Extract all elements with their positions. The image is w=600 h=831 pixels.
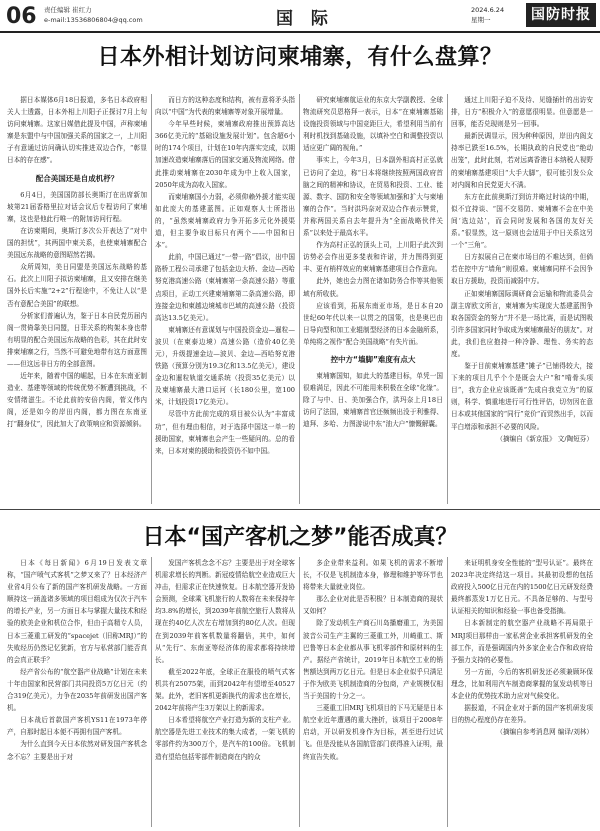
article2-headline: 日本“国产客机之梦”能否成真？ (142, 525, 458, 550)
paragraph: 东方在此前奥斯汀到访并略过时谈的中期，似不宜持谈、“国不交易防、柬埔寨不会在中美间‘选边站’，而会同时发展和各国的友好关系。”很显然，这一原则也会适用于中日关系这另一个“三角”。 (451, 192, 593, 250)
editor-info (44, 5, 143, 25)
paragraph: 发国产客机念念不忘？主要是出于对全球客机需求增长的判断。新冠疫情给航空业造成巨大冲击，但需求正在快速恢复。日本航空器开发协会预测，全球乘飞机旅行的人数将在未来保持年均3.8%的增长，到2039年前航空旅行人数将从现在约40亿人次左右增加到约80亿人次。但现在到2039年前客机数量将翻倍，其中，如何从“先行”、东南亚等经济体的需求都将持续增长。 (155, 559, 295, 664)
paragraph: 在访柬期间，奥斯汀多次公开表达了“对中国的担忧”，其两国中柬关系，也使柬埔寨配合美国远东战略的意图昭然若揭。 (7, 226, 147, 260)
column-divider (447, 94, 448, 504)
paragraph: 此前，中国已通过“一带一路”倡议，出中国路桥工程公司承建了包括金边大桥、金边—西哈努克港高速公路（柬埔寨第一条高速公路）等重点项目，正动工兴建柬埔寨第二条高速公路，即连接金边和柬越边境城市巴域的高速公路（投资高达13.5亿美元）。 (155, 253, 295, 322)
paragraph: 此外，她也会力图在诸如防务合作等其他领域有所收获。 (303, 277, 443, 298)
paragraph: 柬埔寨还有意谋划与中国投资金边—暹粒—波贝（在柬泰边境）高速公路（造价40亿美元），升级提速金边—波贝、金边—西哈努克港铁路（预算分别为19.3亿和13.5亿美元），建设金边和暹粒轨道交通系统（投资35亿美元）以及柬埔寨最大港口运河（长180公里，宽100米，计划投资17亿美元）。 (155, 325, 295, 407)
paragraph: 应该看到，拓展东南亚市场，是日本自20世纪60年代以来一以贯之的国策，也是奥巴由日导向型和加工业辊制型经济的日本金融所系，单纯将之视作“配合美国战略”有失片面。 (303, 301, 443, 346)
section-title: 国 际 (276, 9, 334, 29)
paragraph: 日本战后首款国产客机YS11在1973年停产，自那时起日本便不再拥有国产客机。 (7, 716, 147, 737)
paragraph: 日方拟展自己在柬市场目的不难达到，但倘若在控中方“墙角”则很难。柬埔寨同样不会因争取日方援助，投资而减弱中方。 (451, 253, 593, 286)
column-divider (151, 94, 152, 504)
issue-date: 2024.6.24 (471, 6, 505, 14)
subheading: 配合美国还是自成机杼？ (35, 173, 119, 183)
newspaper-logo: 国防时报 (526, 3, 596, 27)
date-info (471, 5, 504, 25)
article1-headline: 日本外相计划访问柬埔寨，有什么盘算？ (97, 45, 503, 70)
paragraph: 多企业带来益利。如果飞机的需求不断增长，不仅是飞机制造本身，修理和维护等环节也将带来大量就业岗位。 (303, 559, 443, 592)
byline: （摘编自《新京报》 文/陶短芬） (496, 434, 593, 443)
paragraph: 正如柬埔寨国际调研商会运输和物流委员会副主席欧文所言，柬埔寨为实现庞大基建蓝图争取各国资金的努力“并不是一场比赛，而是试图吸引许多国家同时争取成为柬埔寨最好的朋友”。对此，我们也应抱持一种冷静、理性、务实的态度。 (451, 289, 593, 358)
article1-column-3 (303, 94, 443, 504)
paragraph: 事实上，今年3月，日本副外相高村正弘就已访问了金边，称“日本将继续按照两国政府首脑之间的精神和协议，在贸易和投资、工业、能源、数字、国防和安全等领域加强和扩大与柬埔寨的合作”。当时洪玛奈对双边合作表示赞赏，并称两国关系自去年提升为“全面战略伙伴关系”以来处于最高水平。 (303, 156, 443, 238)
paragraph: 而日方的这种态度和结构，被有意将矛头指向以“中国”为代表的柬埔寨等对象开展增量。 (155, 96, 295, 117)
paragraph: 而柬埔寨国小力弱，必须仰赖外援才能实现如此庞大的基建蓝图。正如观察人士所指出的，“虽然柬埔寨政府力争开拓多元化外援渠道，但主要争取目标只有两个——中国和日本”。 (155, 192, 295, 250)
email-line: e-mail:13536806804@qq.com (44, 16, 143, 24)
subheading: 控中方“墙脚”难度有点大 (330, 354, 416, 364)
paragraph: 鉴于目前柬埔寨基建“摊子”已铺得较大，接下来的项目几乎个个是既会大户“和”啃骨头项目“，我方企业应该既善”先成自我克立为“的原则，科学、慎重地进行可行性评估，切勿因在意日本或其他国家的“同行”竞价“而贸然出手，以而平白增添和承担不必要的风险。 (451, 362, 593, 431)
article1-column-4 (451, 94, 593, 504)
column-divider (151, 557, 152, 827)
issue-weekday: 星期一 (471, 16, 491, 24)
paragraph: 经产省公布的“航空器产业战略”计划在未来十年由国家和民营部门共同投资5万亿日元（约合319亿美元），力争在2035年前研发出国产客机。 (7, 667, 147, 713)
paragraph: 研究柬埔寨航运业的东京大学副教授、全球物流研究员恩格拜一表示，日本“在柬埔寨基础设施投资领域与中国竞距巨大，希望利用当前有利时机找到基础设施，以填补空白和调整投资以适应更广阔的视角。” (303, 96, 443, 153)
header-rule (0, 31, 600, 33)
article1-column-2 (155, 94, 295, 504)
paragraph: 另一方面，今后的客机研发还必须兼顾环保理念，比如利用汽车制造商掌握的氢发动机等日本企业的优势技术助力应对气候变化。 (451, 667, 593, 701)
paragraph: 分析家们普遍认为，鉴于日本自民党历届内阁一贯倚靠美日同盟，日菲关系的构架本身也带有明显的配合美国远东战略的色彩，其在此时安排柬埔寨之行，当然不可避免地带有这方面意图——但这远非日方的全部意图。 (7, 311, 147, 368)
paragraph: 为什么直到今天日本依然对研发国产客机念念不忘？主要是出于对 (7, 740, 147, 761)
paragraph: 那么企业对此是否积极？日本制造商的现状又如何？ (303, 595, 443, 616)
paragraph: 据日本媒体6月18日报道，多名日本政府相关人士透露，日本外相上川阳子正探讨7月上旬访问柬埔寨。这家日媒借此提及中国，声称柬埔寨是东盟中与中国加强关系的国家之一，上川阳子有意通过访问确认切实推进双边合作，“彰显日本的存在感”。 (7, 96, 147, 165)
paragraph: 近年来，随着中国的崛起，日本在东南亚制造业、基建等领域的传统优势不断遭到挑战，不安情绪滋生。不论此前的安倍内阁，菅义伟内阁，还是如今的岸田内阁，都力图在东南亚打“翻身仗”，因此加大了政策响应和资源倾斜。 (7, 372, 147, 429)
article2-column-1 (7, 557, 147, 827)
paragraph: 今年早些时候，柬埔寨政府推出预算高达366亿美元的“基础设施发展计划”。包含超6小时的174个项目，计划在10年内落实完成，以期加速改造柬埔寨落后的国家交通及物流网络。借此推动柬埔寨在2030年成为中上收入国家，2050年成为高收入国家。 (155, 120, 295, 189)
editor-line: 责任编辑 崔红力 (44, 6, 92, 14)
paragraph: 最新民调显示，因为种种原因，岸田内阁支持率已跌至16.5%，长期执政的自民党也“绝动出笼”，此时此刻，若对远离香港日本纳税人视野的柬埔寨基建项目“大手大脚”，很可能引发公众对内阁和自民党更大不满。 (451, 132, 593, 189)
paragraph: 柬埔寨国知，如此大的基建目标，单凭一国很难满足，因此不可能用来积极在全球“化缘”。除了与中、日、美加强合作，洪玛奈上月18日访问了法国，柬埔寨首官还频频出没于利雅得、迪拜、多哈、力图游说中东“油大户”慷慨解囊。 (303, 372, 443, 429)
column-divider (299, 94, 300, 504)
paragraph: 尽管中方此前完成的项目被公认为“丰富成功”，但有理由相信，对于选择中国这一单一的援助国家，柬埔寨也会产生一些疑问的。总的看来，日本对柬的援助和投资仍不如中国。 (155, 410, 295, 455)
article2-column-4 (451, 557, 593, 827)
paragraph: 作为高村正弘的顶头上司，上川阳子此次到访势必会作出更多斐表和许诺，并力图得到更丰、更有梢样效应的柬埔寨基建项目合作意向。 (303, 241, 443, 274)
column-divider (447, 557, 448, 827)
paragraph: 日本希望将航空产业打造为新的支柱产业。航空器是先进工业技术的集大成者，一架飞机的零部件约为300万个，是汽车的100倍。飞机制造有望给包括零部件制造商在内的众 (155, 716, 295, 761)
paragraph: 来证明机身安全性能的“型号认证”。最终在2023年决定终结这一项目。其最初设想的包括政府投入500亿日元在内的1500亿日元研发经费最终都蒸发1万亿日元。不具备足够的、与型号认证相关的知识和经验一事也备受指摘。 (451, 559, 593, 616)
article2-column-3 (303, 557, 443, 827)
article2-column-2 (155, 557, 295, 827)
paragraph: 6月4日，美国国防部长奥斯汀在出席新加坡第21届香格里拉对话会议后专程访问了柬埔寨，这也是他此行唯一的附加访问行程。 (7, 190, 147, 223)
paragraph: 日本新制定的航空器产业战略不再局限于MRJ项目那样由一家私营企业承担客机研发的全部工作，而是强调国内外多家企业合作和政府给予强力支持的必要性。 (451, 619, 593, 664)
article1-column-1 (7, 94, 147, 504)
byline: （摘编自参考消息网 编译/刘林） (496, 728, 593, 737)
paragraph: 三菱重工旧MRJ飞机项目的下马无疑是日本航空业近年遭遇的重大挫折，该项目于2008年启动，开以研发机身作为目标，甚至进行过试飞。但是没能从各国航管部门获得准入证明，最终宣告失败。 (303, 704, 443, 761)
paragraph: 日本《每日新闻》6月19日发表文章称，“国产喷气式客机”之梦又来了？日本经济产业省4月公布了新的国产客机研发战略。一方面顺持这一涵盖诸多领域的项目组成为仅次于汽车的增长产业，另一方面日本与掌握大量技术和经验的欧美企业和机位合作，但由于高精专人员，日本三菱重工研发的“spacejet（旧称MRJ）”的失败经历仍然记忆犹新，官方与私营部门能否真的会真正联手？ (7, 559, 147, 664)
paragraph: 通过上川阳子迫不及待、见缝插针的出访安排，日方“积极介入”的意愿很明显。但意愿是一回事，能否兑现则是另一回事。 (451, 96, 593, 129)
paragraph: 众所周知，美日同盟是美国远东战略的基石。此次上川阳子拟访柬埔寨，且又安排在继美国外长后实施“2+2”行程途中，不免让人以“是否有意配合美国”的联想。 (7, 263, 147, 308)
column-divider (299, 557, 300, 827)
paragraph: 除了发动机生产商石川岛播磨重工，为美国波音公司生产主翼的三菱重工外，川崎重工、斯巴鲁等日本企业都从事飞机零部件和原材料的生产。据经产省统计，2019年日本航空工业的销售额达到两万亿日元。但是日本企业似乎只满足于作为欧美飞机制造商的分包商，产业规模仅相当于美国的十分之一。 (303, 619, 443, 701)
paragraph: 截至2022年底，全球正在服役的喷气式客机共有25075架，而到2042年有望增至40527架。此外，老旧客机更新换代的需求也在增长，2042年前将产生3万架以上的新需求。 (155, 667, 295, 713)
article-separator (0, 509, 600, 510)
page-header (0, 0, 600, 32)
page-number: 06 (6, 4, 37, 29)
paragraph: 据报道，不同企业对于新的国产客机研发项目的热心程度仍存在差异。 (451, 704, 593, 725)
